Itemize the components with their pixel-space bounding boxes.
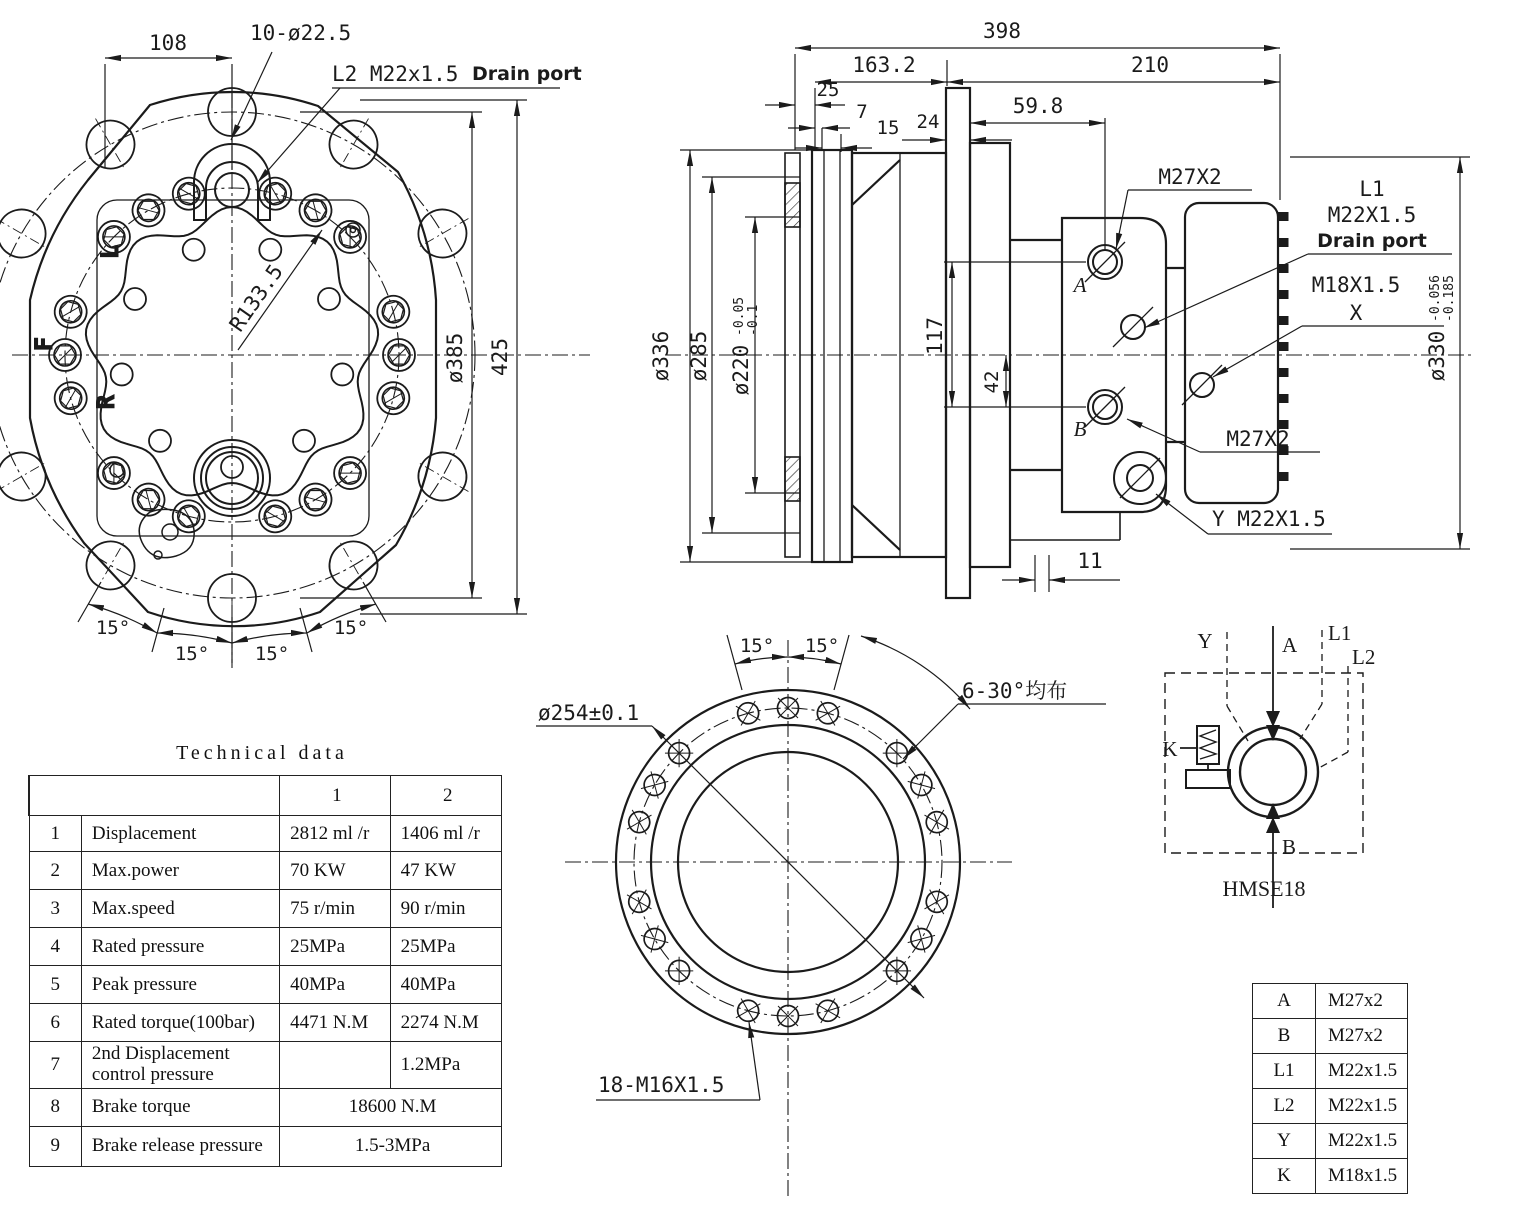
table-row — [29, 816, 502, 852]
row-name: 2nd Displacement control pressure — [81, 1042, 279, 1089]
port-b-letter: B — [1073, 417, 1087, 441]
angle-15-4: 15° — [333, 617, 369, 639]
table-row — [1253, 1054, 1408, 1089]
schematic-label-l1: L1 — [1328, 621, 1352, 645]
dim-11: 11 — [1077, 549, 1103, 573]
row-no: 3 — [29, 890, 81, 928]
port-a-thread: M27X2 — [1158, 165, 1222, 189]
table-row — [29, 1042, 502, 1089]
technical-data-table — [28, 775, 502, 1167]
row-val2: 1.2MPa — [390, 1042, 501, 1089]
table-row — [29, 966, 502, 1004]
table-row — [29, 1126, 502, 1166]
row-val1: 70 KW — [280, 852, 391, 890]
row-no: 8 — [29, 1088, 81, 1126]
rear-angle-right: 15° — [804, 635, 840, 657]
y-port-label: Y M22X1.5 — [1212, 507, 1326, 531]
table-row — [29, 1088, 502, 1126]
cast-letter-l: L — [96, 244, 124, 260]
port-name: B — [1253, 1019, 1316, 1054]
row-val1: 2812 ml /r — [280, 816, 391, 852]
port-thread: M27x2 — [1316, 984, 1408, 1019]
cast-mark-f: F — [30, 336, 58, 352]
row-no: 1 — [29, 816, 81, 852]
l2-port-label: L2 M22x1.5 — [332, 62, 459, 86]
table-row — [29, 928, 502, 966]
row-no: 7 — [29, 1042, 81, 1089]
port-name: A — [1253, 984, 1316, 1019]
row-val2: 1406 ml /r — [390, 816, 501, 852]
schematic-label-l2: L2 — [1352, 645, 1376, 669]
dim-330-tol-upper: -0.056 — [1428, 275, 1443, 322]
table-row — [1253, 984, 1408, 1019]
l1-label: L1 — [1359, 177, 1385, 201]
dim-330-tol-lower: -0.185 — [1442, 275, 1457, 322]
front-casting-plate — [97, 200, 369, 536]
table-row — [29, 890, 502, 928]
schematic-label-b: B — [1282, 835, 1297, 859]
port-a-letter: A — [1073, 273, 1087, 297]
port-thread: M22x1.5 — [1316, 1124, 1408, 1159]
row-no: 4 — [29, 928, 81, 966]
row-name: Max.power — [81, 852, 279, 890]
dim-24: 24 — [916, 111, 940, 133]
schematic-arrowheads — [1266, 711, 1280, 833]
dim-598: 59.8 — [1012, 94, 1064, 118]
port-thread: M22x1.5 — [1316, 1054, 1408, 1089]
dim-398: 398 — [983, 19, 1021, 43]
schematic-label-k: K — [1162, 737, 1178, 761]
row-name: Brake release pressure — [81, 1126, 279, 1166]
table-row — [29, 776, 502, 816]
port-thread: M18x1.5 — [1316, 1159, 1408, 1194]
port-name: K — [1253, 1159, 1316, 1194]
dim-117: 117 — [923, 317, 947, 355]
dim-425: 425 — [488, 338, 512, 376]
rear-holes-label: 18-M16X1.5 — [598, 1073, 725, 1097]
row-no: 9 — [29, 1126, 81, 1166]
table-row — [1253, 1124, 1408, 1159]
row-val2: 2274 N.M — [390, 1004, 501, 1042]
schematic-lines — [1227, 626, 1348, 908]
row-val2: 90 r/min — [390, 890, 501, 928]
rear-spacing-note: 6-30°均布 — [962, 679, 1068, 703]
dim-254: ø254±0.1 — [538, 701, 640, 725]
row-no: 5 — [29, 966, 81, 1004]
table-row — [29, 1004, 502, 1042]
dim-220-tol-upper: -0.05 — [732, 296, 747, 336]
dim-7: 7 — [856, 101, 868, 123]
port-b-thread: M27X2 — [1226, 427, 1290, 451]
row-val1: 75 r/min — [280, 890, 391, 928]
angle-15-3: 15° — [254, 643, 290, 665]
row-span-value: 18600 N.M — [280, 1088, 502, 1126]
port-thread: M22x1.5 — [1316, 1089, 1408, 1124]
dim-330: ø330 — [1425, 330, 1449, 382]
row-val1: 4471 N.M — [280, 1004, 391, 1042]
dim-163: 163.2 — [852, 53, 916, 77]
angle-15-1: 15° — [95, 617, 131, 639]
schematic-boundary — [1165, 673, 1363, 853]
schematic-model: HMSE18 — [1222, 876, 1306, 901]
table-row — [1253, 1019, 1408, 1054]
section-view — [649, 19, 1475, 598]
rear-view — [536, 635, 1106, 1200]
l2-drain-label: Drain port — [472, 63, 582, 85]
l1-drain-label: Drain port — [1317, 230, 1427, 252]
dim-10-holes: 10-ø22.5 — [250, 21, 352, 45]
schematic-label-y: Y — [1197, 629, 1213, 653]
l1-thread: M22X1.5 — [1327, 203, 1417, 227]
table-row — [1253, 1159, 1408, 1194]
dim-330-group — [1425, 275, 1457, 381]
row-name: Rated torque(100bar) — [81, 1004, 279, 1042]
row-val1 — [280, 1042, 391, 1089]
cast-letter-r: R — [92, 394, 120, 410]
rear-angle-left: 15° — [739, 635, 775, 657]
dim-r133: R133.5 — [224, 260, 288, 336]
table-row — [1253, 1089, 1408, 1124]
row-no: 6 — [29, 1004, 81, 1042]
x-thread: M18X1.5 — [1311, 273, 1401, 297]
dim-336: ø336 — [649, 330, 673, 382]
port-name: L2 — [1253, 1089, 1316, 1124]
row-name: Displacement — [81, 816, 279, 852]
port-name: Y — [1253, 1124, 1316, 1159]
dim-220-group — [729, 297, 761, 395]
port-thread-table — [1252, 983, 1408, 1194]
schematic-label-a: A — [1282, 633, 1298, 657]
section-ports — [1085, 242, 1222, 498]
row-val2: 25MPa — [390, 928, 501, 966]
row-span-value: 1.5-3MPa — [280, 1126, 502, 1166]
col-header-1: 1 — [280, 776, 391, 816]
dim-220-tol-lower: -0.1 — [746, 304, 761, 336]
row-val1: 40MPa — [280, 966, 391, 1004]
motor-symbol-inner — [1240, 739, 1306, 805]
dim-220: ø220 — [729, 344, 753, 396]
front-view — [0, 21, 590, 668]
col-header-2: 2 — [390, 776, 501, 816]
row-val2: 47 KW — [390, 852, 501, 890]
port-name: L1 — [1253, 1054, 1316, 1089]
row-name: Max.speed — [81, 890, 279, 928]
row-no: 2 — [29, 852, 81, 890]
tech-table-title: Technical data — [176, 742, 348, 764]
hydraulic-schematic — [1162, 621, 1375, 908]
dim-385: ø385 — [443, 332, 467, 384]
row-name: Rated pressure — [81, 928, 279, 966]
row-name: Peak pressure — [81, 966, 279, 1004]
brake-symbol — [1180, 726, 1230, 788]
row-name: Brake torque — [81, 1088, 279, 1126]
row-val1: 25MPa — [280, 928, 391, 966]
dim-42: 42 — [981, 370, 1003, 394]
angle-15-2: 15° — [174, 643, 210, 665]
port-thread: M27x2 — [1316, 1019, 1408, 1054]
dim-285: ø285 — [687, 330, 711, 382]
dim-108: 108 — [149, 31, 187, 55]
row-val2: 40MPa — [390, 966, 501, 1004]
dim-25: 25 — [816, 79, 840, 101]
table-row — [29, 852, 502, 890]
dim-210: 210 — [1131, 53, 1169, 77]
x-label: X — [1349, 301, 1363, 325]
dim-15s: 15 — [876, 117, 900, 139]
